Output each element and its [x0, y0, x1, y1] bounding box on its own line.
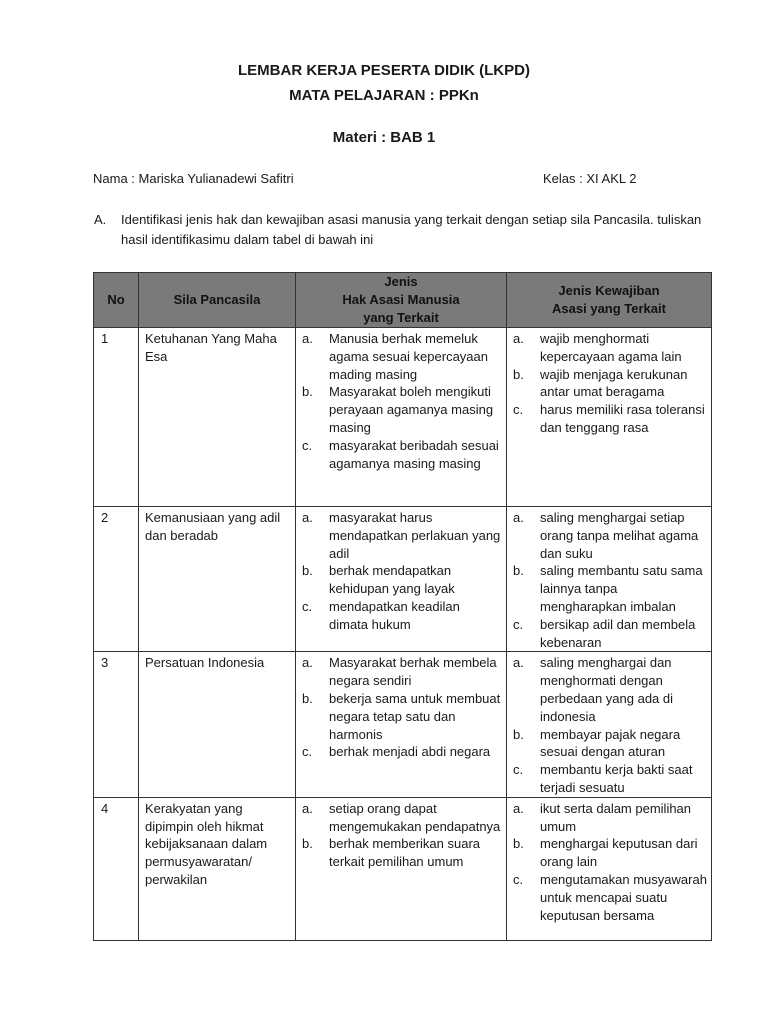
list-item: [302, 437, 502, 473]
list-item: [302, 330, 502, 383]
row-kewajiban-cell: [507, 797, 712, 940]
list-text: saling membantu satu sama lainnya tanpa mengharapkan imbalan: [540, 563, 703, 614]
list-item: [513, 835, 707, 871]
list-marker: b.: [302, 384, 313, 400]
header-no-label: No: [107, 292, 125, 307]
list-item: [302, 598, 502, 634]
list-text: mendapatkan keadilan dimata hukum: [329, 598, 460, 632]
list-item: [513, 800, 707, 836]
table-row: [94, 797, 712, 940]
header-no: [94, 273, 139, 328]
list-item: [513, 616, 707, 652]
list-text: setiap orang dapat mengemukakan pendapatnya: [329, 800, 501, 834]
instruction-text: Identifikasi jenis hak dan kewajiban asasi manusia yang terkait dengan setiap sila Pancasila. tuliskan hasil identifikasimu dalam tabel di bawah ini: [121, 212, 702, 247]
header-kewajiban: [507, 273, 712, 328]
row-hak-cell: [296, 328, 507, 507]
list-marker: a.: [302, 331, 313, 346]
list-marker: a.: [302, 800, 313, 816]
list-marker: c.: [302, 437, 313, 453]
list-marker: b.: [513, 563, 524, 579]
list-item: [513, 761, 707, 797]
row-sila: Ketuhanan Yang Maha Esa: [139, 328, 296, 507]
list-text: masyarakat beribadah sesuai agamanya masing masing: [329, 437, 499, 471]
row-hak-cell: [296, 797, 507, 940]
list-marker: a.: [302, 655, 313, 671]
header-hak-line2: Hak Asasi Manusia: [342, 292, 460, 307]
list-item: [302, 690, 502, 743]
list-marker: a.: [513, 331, 524, 346]
row-number: 1: [94, 328, 139, 507]
header-sila: [139, 273, 296, 328]
instruction: [94, 210, 714, 250]
list-marker: c.: [513, 762, 524, 778]
list-marker: a.: [513, 655, 524, 671]
row-number: 2: [94, 507, 139, 652]
list-marker: b.: [302, 690, 313, 706]
list-text: wajib menjaga kerukunan antar umat beragama: [540, 366, 688, 400]
list-marker: c.: [513, 402, 524, 418]
list-marker: b.: [513, 726, 524, 742]
list-text: berhak mendapatkan kehidupan yang layak: [329, 563, 455, 597]
student-class: Kelas : XI AKL 2: [543, 171, 637, 186]
table-header-row: [94, 273, 712, 328]
list-item: [513, 330, 707, 366]
list-marker: b.: [302, 836, 313, 852]
table-row: [94, 652, 712, 797]
rights-obligations-table: [93, 272, 712, 941]
list-text: berhak menjadi abdi negara: [329, 744, 491, 760]
list-text: masyarakat harus mendapatkan perlakuan yang adil: [329, 510, 501, 561]
table-row: [94, 328, 712, 507]
header-hak: [296, 273, 507, 328]
row-hak-cell: [296, 507, 507, 652]
list-marker: a.: [302, 510, 313, 525]
table-row: [94, 507, 712, 652]
list-text: bekerja sama untuk membuat negara tetap satu dan harmonis: [329, 690, 501, 742]
row-number: 4: [94, 797, 139, 940]
list-text: saling menghargai setiap orang tanpa melihat agama dan suku: [540, 510, 699, 561]
list-text: ikut serta dalam pemilihan umum: [540, 800, 692, 834]
list-text: mengutamakan musyawarah untuk mencapai suatu keputusan bersama: [540, 871, 707, 923]
list-item: [302, 562, 502, 598]
list-marker: b.: [513, 836, 524, 852]
list-item: [513, 401, 707, 437]
list-text: berhak memberikan suara terkait pemilihan umum: [329, 836, 481, 870]
row-hak-cell: [296, 652, 507, 797]
list-text: membayar pajak negara sesuai dengan aturan: [540, 726, 681, 760]
list-text: membantu kerja bakti saat terjadi sesuatu: [540, 762, 693, 795]
row-number: 3: [94, 652, 139, 797]
list-item: [302, 743, 502, 761]
list-marker: c.: [513, 871, 524, 887]
list-marker: a.: [513, 510, 524, 525]
student-name: Nama : Mariska Yulianadewi Safitri: [93, 171, 294, 186]
list-marker: b.: [302, 563, 313, 579]
instruction-letter: A.: [94, 212, 107, 227]
worksheet-title: LEMBAR KERJA PESERTA DIDIK (LKPD): [238, 62, 530, 79]
header-hak-line3: yang Terkait: [363, 310, 439, 325]
list-text: menghargai keputusan dari orang lain: [540, 836, 698, 870]
row-sila: Kerakyatan yang dipimpin oleh hikmat kebijaksanaan dalam permusyawaratan/ perwakilan: [139, 797, 296, 940]
list-text: wajib menghormati kepercayaan agama lain: [540, 331, 682, 364]
list-item: [302, 835, 502, 871]
row-kewajiban-cell: [507, 652, 712, 797]
list-item: [513, 509, 707, 562]
list-text: saling menghargai dan menghormati dengan perbedaan yang ada di indonesia: [540, 655, 674, 724]
list-item: [513, 726, 707, 762]
list-marker: b.: [513, 366, 524, 382]
header-hak-line1: Jenis: [384, 274, 418, 289]
list-text: harus memiliki rasa toleransi dan tenggang rasa: [540, 402, 705, 435]
material-title: Materi : BAB 1: [332, 129, 436, 146]
list-text: bersikap adil dan membela kebenaran: [540, 616, 696, 650]
row-kewajiban-cell: [507, 507, 712, 652]
list-marker: c.: [513, 616, 524, 632]
list-text: Masyarakat berhak membela negara sendiri: [329, 655, 497, 689]
list-item: [302, 509, 502, 562]
list-text: Masyarakat boleh mengikuti perayaan agamanya masing masing: [329, 384, 494, 435]
list-item: [513, 871, 707, 924]
header-kewajiban-line2: Asasi yang Terkait: [552, 301, 666, 316]
list-marker: c.: [302, 744, 313, 760]
list-marker: c.: [302, 598, 313, 614]
list-text: Manusia berhak memeluk agama sesuai kepercayaan mading masing: [329, 331, 488, 382]
list-item: [302, 383, 502, 436]
list-item: [302, 800, 502, 836]
list-item: [513, 654, 707, 725]
list-item: [513, 562, 707, 615]
list-marker: a.: [513, 800, 524, 816]
list-item: [302, 654, 502, 690]
header-kewajiban-line1: Jenis Kewajiban: [558, 283, 660, 298]
list-item: [513, 366, 707, 402]
header-sila-label: Sila Pancasila: [173, 292, 261, 307]
subject-title: MATA PELAJARAN : PPKn: [289, 87, 479, 104]
row-kewajiban-cell: [507, 328, 712, 507]
row-sila: Kemanusiaan yang adil dan beradab: [139, 507, 296, 652]
row-sila: Persatuan Indonesia: [139, 652, 296, 797]
